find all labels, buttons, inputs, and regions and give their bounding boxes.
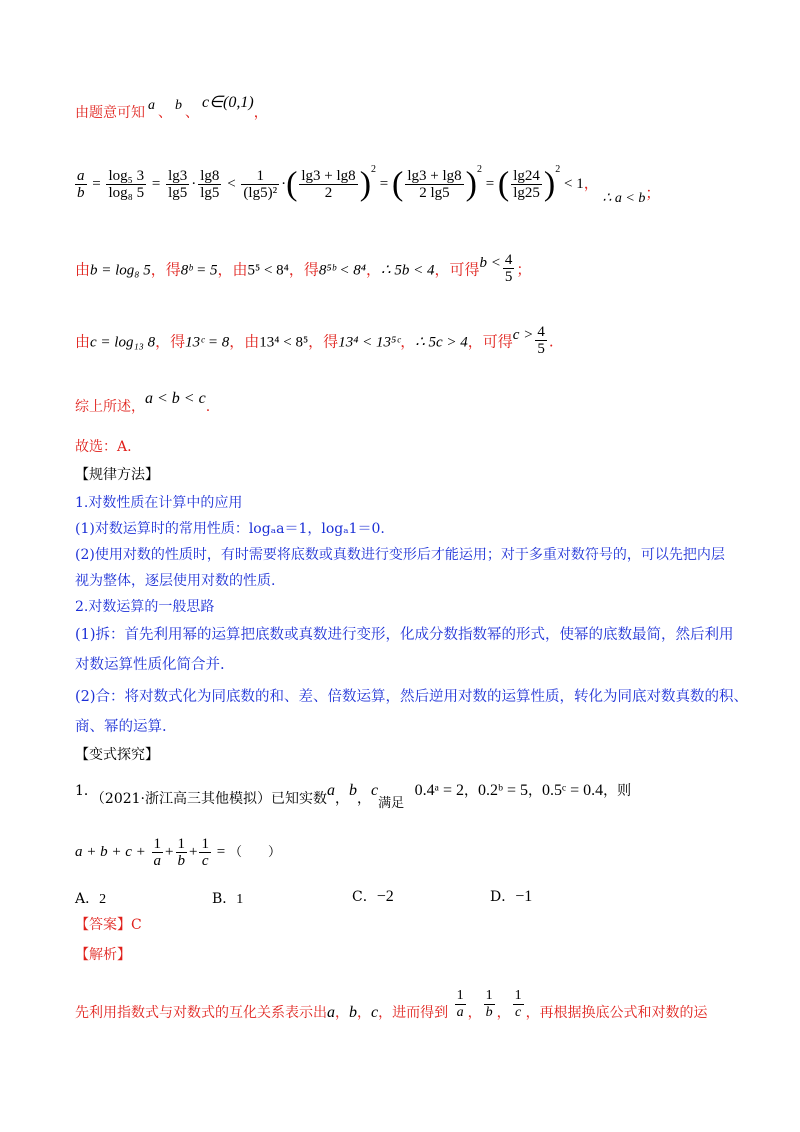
solution-conclusion: 综上所述，a < b < c. <box>75 390 211 415</box>
method-heading-1: 1.对数性质在计算中的应用 <box>75 495 243 511</box>
analysis-text: 先利用指数式与对数式的互化关系表示出a，b，c，进而得到 $\frac{1}{a}$ ， $\frac{1}{b}$ ， $\frac{1}{c}$ ，再根据换底公式和对数的运 <box>75 988 708 1021</box>
method-merge-line-1: (2)合：将对数式化为同底数的和、差、倍数运算，然后逆用对数的运算性质，转化为同底对数真数的积、 <box>75 689 749 705</box>
method-split-line-1: (1)拆：首先利用幂的运算把底数或真数进行变形，化成分数指数幂的形式，使幂的底数最简，然后利用 <box>75 627 734 643</box>
question-expression: a + b + c + $\frac{1}{a}$ + $\frac{1}{b}$ + $\frac{1}{c}$ = （ ） <box>75 836 281 869</box>
answer: 【答案】C <box>75 917 142 933</box>
option-c[interactable]: C．−2 <box>352 888 394 905</box>
option-d[interactable]: D．−1 <box>490 888 533 905</box>
question-stem: 1．（2021·浙江高三其他模拟）已知实数a，b，c满足 0.4ᵃ = 2，0.2ᵇ = 5，0.5ᶜ = 0.4，则 <box>75 782 632 811</box>
option-b[interactable]: B．1 <box>212 891 244 907</box>
section-variant-heading: 【变式探究】 <box>75 747 159 763</box>
method-note-line-1: (2)使用对数的性质时，有时需要将底数或真数进行变形后才能运用；对于多重对数符号的，可以先把内层 <box>75 547 725 563</box>
solution-line-1: 由题意可知 a 、 b 、c∈(0,1)， <box>75 94 268 121</box>
section-method-heading: 【规律方法】 <box>75 467 159 483</box>
option-a[interactable]: A．2 <box>75 891 107 907</box>
solution-line-3: 由b = log₈ 5，得8ᵇ = 5，由5⁵ < 8⁴，得8⁵ᵇ < 8⁴，∴ 5b < 4，可得b < $\frac{4}{5}$ ； <box>75 252 532 285</box>
solution-line-4: 由c = log₁₃ 8，得13ᶜ = 8，由13⁴ < 8⁵，得13⁴ < 13⁵ᶜ，∴ 5c > 4，可得c > $\frac{4}{5}$ . <box>75 324 554 357</box>
method-split-line-2: 对数运算性质化简合并. <box>75 657 225 673</box>
method-heading-2: 2.对数运算的一般思路 <box>75 599 215 615</box>
method-note-line-2: 视为整体，逐层使用对数的性质. <box>75 573 276 589</box>
final-choice: 故选：A. <box>75 439 132 455</box>
method-merge-line-2: 商、幂的运算. <box>75 719 167 735</box>
solution-line-2: $\frac{a}{b}$ = $\frac{\text{log₅ 3}}{\text{log₈ 5}}$ = $\frac{\lg 3}{\lg 5}$ · $\frac{\lg 8}{\lg 5}$ < $\frac{1}{\text{(lg5)²}}$ ·( $\frac{\lg 3 + \lg 8}{2}$ )$^2$ = ( $\frac{\lg 3 + \lg 8}{2 \lg 5}$ )$^2$ = ( $\frac{\lg 24}{\lg 25}$ )$^2$ < 1， ∴ a < b； <box>77 163 661 206</box>
analysis-heading: 【解析】 <box>75 947 131 963</box>
method-property: (1)对数运算时的常用性质：logₐa＝1，logₐ1＝0. <box>75 521 385 537</box>
